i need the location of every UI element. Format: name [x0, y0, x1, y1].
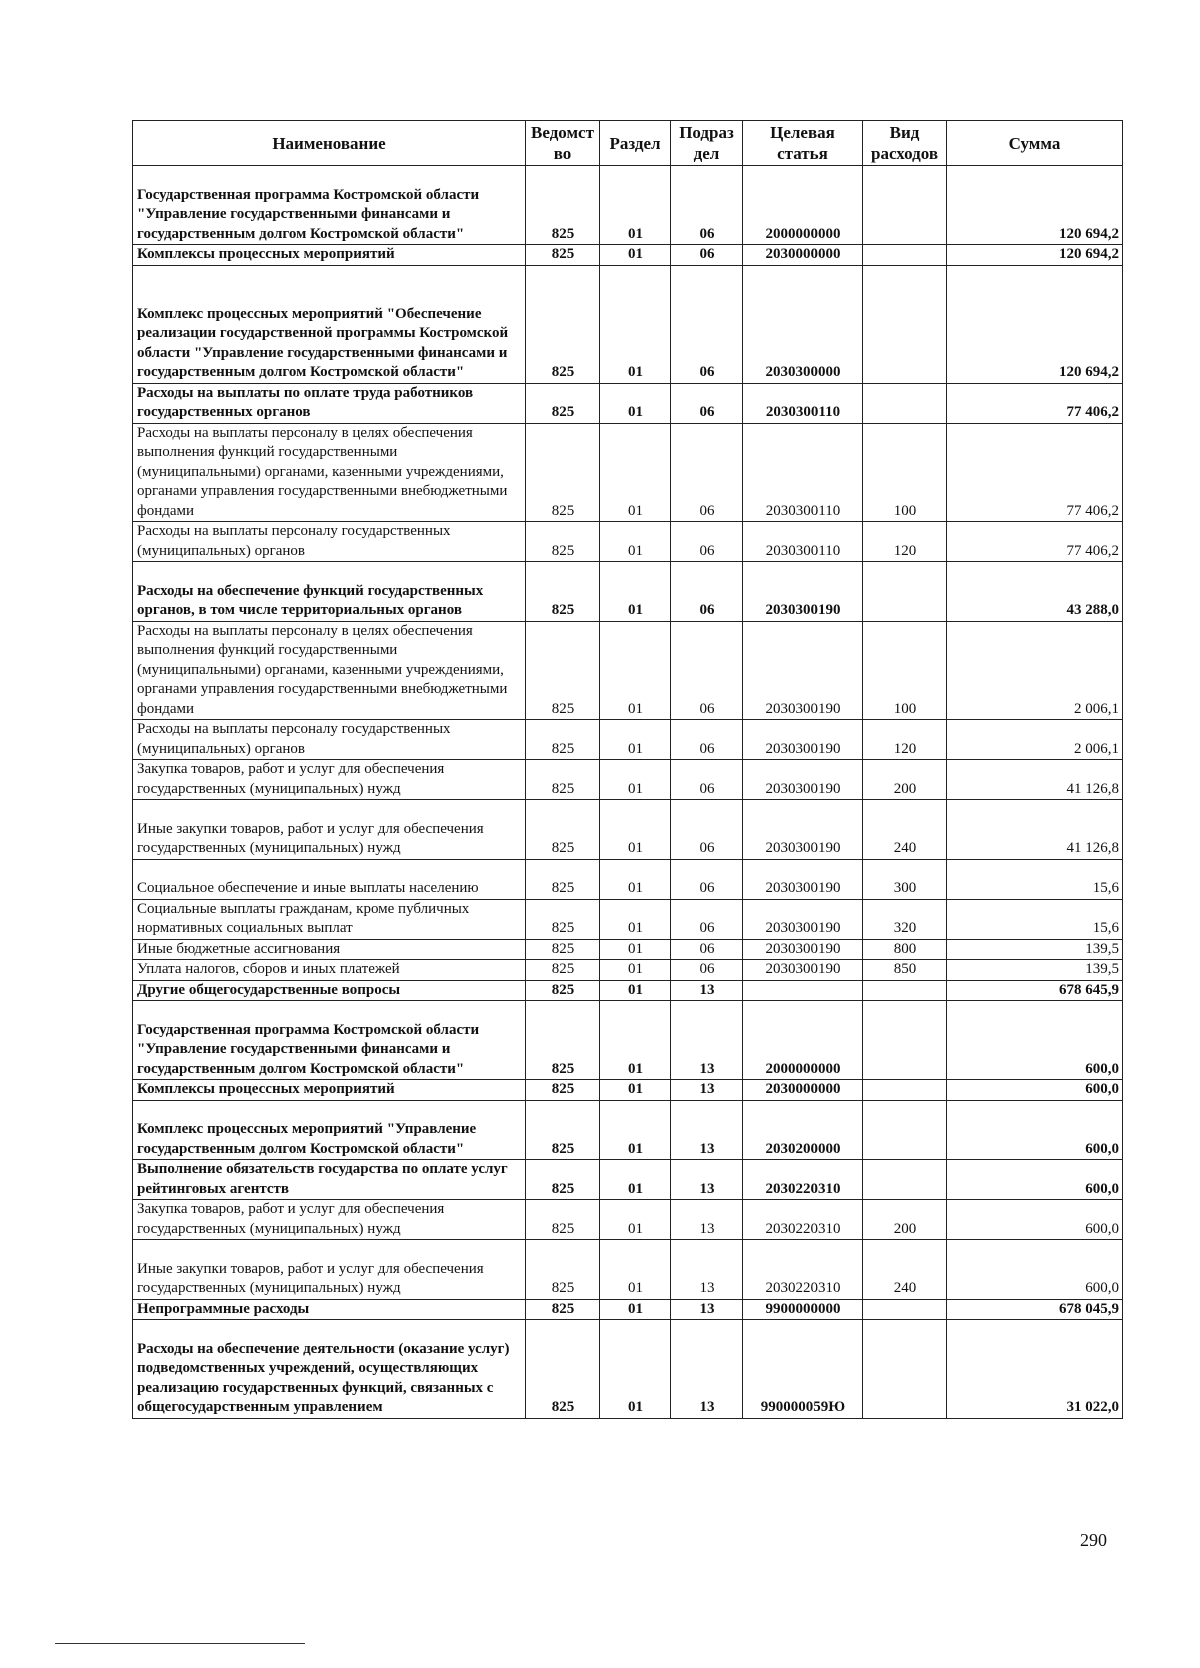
cell-name: Комплексы процессных мероприятий — [133, 245, 526, 266]
cell-kind: 300 — [863, 859, 947, 899]
cell-target: 2030000000 — [743, 1080, 863, 1101]
cell-section: 01 — [600, 423, 671, 522]
cell-name: Закупка товаров, работ и услуг для обеспечения государственных (муниципальных) нужд — [133, 760, 526, 800]
cell-dept: 825 — [526, 800, 600, 860]
cell-subsection: 06 — [671, 423, 743, 522]
cell-dept: 825 — [526, 166, 600, 245]
table-row — [133, 980, 1123, 1001]
cell-name: Комплексы процессных мероприятий — [133, 1080, 526, 1101]
cell-kind: 240 — [863, 800, 947, 860]
cell-section: 01 — [600, 899, 671, 939]
table-row — [133, 166, 1123, 245]
budget-table — [132, 120, 1123, 1419]
cell-subsection: 13 — [671, 1100, 743, 1160]
cell-sum: 678 045,9 — [947, 1299, 1123, 1320]
cell-subsection: 13 — [671, 1160, 743, 1200]
cell-dept: 825 — [526, 1240, 600, 1300]
cell-subsection: 06 — [671, 720, 743, 760]
table-row — [133, 621, 1123, 720]
cell-section: 01 — [600, 980, 671, 1001]
cell-sum: 77 406,2 — [947, 423, 1123, 522]
cell-sum: 120 694,2 — [947, 265, 1123, 383]
cell-section: 01 — [600, 760, 671, 800]
header-name: Наименование — [133, 121, 526, 166]
header-dept: Ведомст во — [526, 121, 600, 166]
cell-sum: 600,0 — [947, 1080, 1123, 1101]
cell-subsection: 13 — [671, 1240, 743, 1300]
table-row — [133, 859, 1123, 899]
cell-subsection: 06 — [671, 562, 743, 622]
cell-name: Уплата налогов, сборов и иных платежей — [133, 960, 526, 981]
cell-dept: 825 — [526, 265, 600, 383]
cell-subsection: 13 — [671, 1320, 743, 1419]
cell-target: 2030300190 — [743, 800, 863, 860]
cell-subsection: 06 — [671, 245, 743, 266]
cell-section: 01 — [600, 1001, 671, 1080]
cell-name: Выполнение обязательств государства по оплате услуг рейтинговых агентств — [133, 1160, 526, 1200]
cell-subsection: 06 — [671, 960, 743, 981]
cell-sum: 41 126,8 — [947, 760, 1123, 800]
cell-name: Иные бюджетные ассигнования — [133, 939, 526, 960]
cell-name: Иные закупки товаров, работ и услуг для обеспечения государственных (муниципальных) нужд — [133, 800, 526, 860]
cell-sum: 43 288,0 — [947, 562, 1123, 622]
cell-name: Комплекс процессных мероприятий "Обеспечение реализации государственной программы Костромской области "Управление государственными финансами и государственным долгом Костромской области" — [133, 265, 526, 383]
cell-sum: 600,0 — [947, 1200, 1123, 1240]
cell-kind — [863, 1001, 947, 1080]
cell-subsection: 13 — [671, 980, 743, 1001]
cell-target: 2030300110 — [743, 522, 863, 562]
cell-kind: 120 — [863, 720, 947, 760]
cell-name: Расходы на выплаты персоналу в целях обеспечения выполнения функций государственными (муниципальными) органами, казенными учреждениями, органами управления государственными внебюджетными фондами — [133, 423, 526, 522]
table-row — [133, 562, 1123, 622]
table-row — [133, 423, 1123, 522]
cell-target: 2030220310 — [743, 1160, 863, 1200]
cell-subsection: 13 — [671, 1080, 743, 1101]
cell-target — [743, 980, 863, 1001]
cell-section: 01 — [600, 1200, 671, 1240]
table-row — [133, 1100, 1123, 1160]
table-row — [133, 1200, 1123, 1240]
cell-section: 01 — [600, 166, 671, 245]
cell-sum: 77 406,2 — [947, 383, 1123, 423]
cell-section: 01 — [600, 720, 671, 760]
cell-target: 2030300000 — [743, 265, 863, 383]
cell-kind: 850 — [863, 960, 947, 981]
cell-target: 2030300190 — [743, 621, 863, 720]
cell-name: Непрограммные расходы — [133, 1299, 526, 1320]
cell-kind: 200 — [863, 760, 947, 800]
table-row — [133, 265, 1123, 383]
cell-dept: 825 — [526, 720, 600, 760]
cell-subsection: 06 — [671, 265, 743, 383]
cell-sum: 41 126,8 — [947, 800, 1123, 860]
cell-kind: 100 — [863, 423, 947, 522]
cell-dept: 825 — [526, 899, 600, 939]
cell-section: 01 — [600, 1100, 671, 1160]
header-subsection: Подраз дел — [671, 121, 743, 166]
cell-sum: 15,6 — [947, 899, 1123, 939]
cell-target: 2030220310 — [743, 1200, 863, 1240]
cell-dept: 825 — [526, 245, 600, 266]
cell-subsection: 06 — [671, 621, 743, 720]
cell-name: Иные закупки товаров, работ и услуг для обеспечения государственных (муниципальных) нужд — [133, 1240, 526, 1300]
table-row — [133, 939, 1123, 960]
cell-kind — [863, 1160, 947, 1200]
cell-kind — [863, 265, 947, 383]
cell-target: 2030300190 — [743, 720, 863, 760]
cell-kind: 120 — [863, 522, 947, 562]
cell-section: 01 — [600, 1160, 671, 1200]
table-row — [133, 1080, 1123, 1101]
table-row — [133, 899, 1123, 939]
cell-name: Другие общегосударственные вопросы — [133, 980, 526, 1001]
cell-sum: 139,5 — [947, 960, 1123, 981]
page-number: 290 — [1080, 1530, 1107, 1550]
cell-subsection: 06 — [671, 899, 743, 939]
cell-dept: 825 — [526, 621, 600, 720]
cell-dept: 825 — [526, 1080, 600, 1101]
cell-subsection: 06 — [671, 166, 743, 245]
cell-dept: 825 — [526, 1299, 600, 1320]
cell-dept: 825 — [526, 562, 600, 622]
cell-section: 01 — [600, 621, 671, 720]
cell-target: 2030300110 — [743, 423, 863, 522]
header-target: Целевая статья — [743, 121, 863, 166]
cell-kind — [863, 1100, 947, 1160]
table-row — [133, 960, 1123, 981]
cell-dept: 825 — [526, 939, 600, 960]
cell-section: 01 — [600, 960, 671, 981]
table-row — [133, 245, 1123, 266]
cell-name: Социальное обеспечение и иные выплаты населению — [133, 859, 526, 899]
cell-target: 2000000000 — [743, 166, 863, 245]
cell-target: 2030220310 — [743, 1240, 863, 1300]
cell-dept: 825 — [526, 383, 600, 423]
cell-section: 01 — [600, 1299, 671, 1320]
cell-target: 2030300190 — [743, 562, 863, 622]
cell-dept: 825 — [526, 522, 600, 562]
cell-target: 2030300190 — [743, 760, 863, 800]
cell-target: 990000059Ю — [743, 1320, 863, 1419]
table-row — [133, 1001, 1123, 1080]
cell-kind — [863, 166, 947, 245]
table-row — [133, 720, 1123, 760]
cell-name: Расходы на обеспечение функций государственных органов, в том числе территориальных органов — [133, 562, 526, 622]
cell-dept: 825 — [526, 1160, 600, 1200]
cell-section: 01 — [600, 265, 671, 383]
table-row — [133, 1299, 1123, 1320]
cell-dept: 825 — [526, 423, 600, 522]
table-row — [133, 760, 1123, 800]
table-row — [133, 1160, 1123, 1200]
cell-target: 2030300190 — [743, 899, 863, 939]
cell-subsection: 06 — [671, 760, 743, 800]
table-row — [133, 800, 1123, 860]
cell-subsection: 06 — [671, 522, 743, 562]
cell-target: 2030300190 — [743, 939, 863, 960]
cell-dept: 825 — [526, 1100, 600, 1160]
cell-kind: 240 — [863, 1240, 947, 1300]
cell-dept: 825 — [526, 1200, 600, 1240]
cell-section: 01 — [600, 939, 671, 960]
cell-sum: 120 694,2 — [947, 245, 1123, 266]
footnote-divider — [55, 1643, 305, 1644]
cell-subsection: 06 — [671, 939, 743, 960]
cell-kind — [863, 245, 947, 266]
header-section: Раздел — [600, 121, 671, 166]
cell-section: 01 — [600, 245, 671, 266]
cell-target: 9900000000 — [743, 1299, 863, 1320]
cell-kind: 320 — [863, 899, 947, 939]
cell-section: 01 — [600, 859, 671, 899]
table-row — [133, 1240, 1123, 1300]
cell-subsection: 06 — [671, 859, 743, 899]
cell-dept: 825 — [526, 760, 600, 800]
table-row — [133, 383, 1123, 423]
cell-name: Государственная программа Костромской области "Управление государственными финансами и государственным долгом Костромской области" — [133, 166, 526, 245]
cell-section: 01 — [600, 800, 671, 860]
cell-dept: 825 — [526, 1001, 600, 1080]
cell-target: 2030300190 — [743, 859, 863, 899]
cell-kind — [863, 1320, 947, 1419]
cell-name: Комплекс процессных мероприятий "Управление государственным долгом Костромской области" — [133, 1100, 526, 1160]
cell-sum: 15,6 — [947, 859, 1123, 899]
header-sum: Сумма — [947, 121, 1123, 166]
cell-subsection: 13 — [671, 1200, 743, 1240]
cell-sum: 2 006,1 — [947, 720, 1123, 760]
cell-section: 01 — [600, 522, 671, 562]
cell-kind: 200 — [863, 1200, 947, 1240]
cell-sum: 120 694,2 — [947, 166, 1123, 245]
cell-name: Расходы на выплаты персоналу государственных (муниципальных) органов — [133, 522, 526, 562]
cell-dept: 825 — [526, 859, 600, 899]
cell-subsection: 13 — [671, 1001, 743, 1080]
cell-sum: 678 645,9 — [947, 980, 1123, 1001]
cell-kind: 100 — [863, 621, 947, 720]
cell-sum: 600,0 — [947, 1160, 1123, 1200]
cell-kind — [863, 1299, 947, 1320]
cell-sum: 2 006,1 — [947, 621, 1123, 720]
cell-sum: 31 022,0 — [947, 1320, 1123, 1419]
cell-dept: 825 — [526, 960, 600, 981]
cell-name: Расходы на выплаты персоналу государственных (муниципальных) органов — [133, 720, 526, 760]
cell-dept: 825 — [526, 1320, 600, 1419]
cell-sum: 77 406,2 — [947, 522, 1123, 562]
cell-name: Государственная программа Костромской области "Управление государственными финансами и государственным долгом Костромской области" — [133, 1001, 526, 1080]
cell-dept: 825 — [526, 980, 600, 1001]
cell-section: 01 — [600, 1320, 671, 1419]
cell-kind — [863, 1080, 947, 1101]
cell-target: 2000000000 — [743, 1001, 863, 1080]
cell-sum: 600,0 — [947, 1240, 1123, 1300]
table-row — [133, 1320, 1123, 1419]
cell-subsection: 06 — [671, 383, 743, 423]
cell-target: 2030300190 — [743, 960, 863, 981]
cell-target: 2030300110 — [743, 383, 863, 423]
cell-kind — [863, 562, 947, 622]
cell-name: Социальные выплаты гражданам, кроме публичных нормативных социальных выплат — [133, 899, 526, 939]
cell-target: 2030200000 — [743, 1100, 863, 1160]
cell-kind — [863, 383, 947, 423]
cell-sum: 600,0 — [947, 1100, 1123, 1160]
header-row — [133, 121, 1123, 166]
cell-subsection: 13 — [671, 1299, 743, 1320]
cell-name: Расходы на обеспечение деятельности (оказание услуг) подведомственных учреждений, осуществляющих реализацию государственных функций, связанных с общегосударственным управлением — [133, 1320, 526, 1419]
cell-name: Закупка товаров, работ и услуг для обеспечения государственных (муниципальных) нужд — [133, 1200, 526, 1240]
cell-name: Расходы на выплаты по оплате труда работников государственных органов — [133, 383, 526, 423]
cell-sum: 600,0 — [947, 1001, 1123, 1080]
cell-section: 01 — [600, 1080, 671, 1101]
cell-section: 01 — [600, 383, 671, 423]
header-kind: Вид расходов — [863, 121, 947, 166]
cell-kind — [863, 980, 947, 1001]
cell-sum: 139,5 — [947, 939, 1123, 960]
cell-kind: 800 — [863, 939, 947, 960]
cell-name: Расходы на выплаты персоналу в целях обеспечения выполнения функций государственными (муниципальными) органами, казенными учреждениями, органами управления государственными внебюджетными фондами — [133, 621, 526, 720]
cell-section: 01 — [600, 1240, 671, 1300]
cell-section: 01 — [600, 562, 671, 622]
cell-target: 2030000000 — [743, 245, 863, 266]
cell-subsection: 06 — [671, 800, 743, 860]
table-row — [133, 522, 1123, 562]
